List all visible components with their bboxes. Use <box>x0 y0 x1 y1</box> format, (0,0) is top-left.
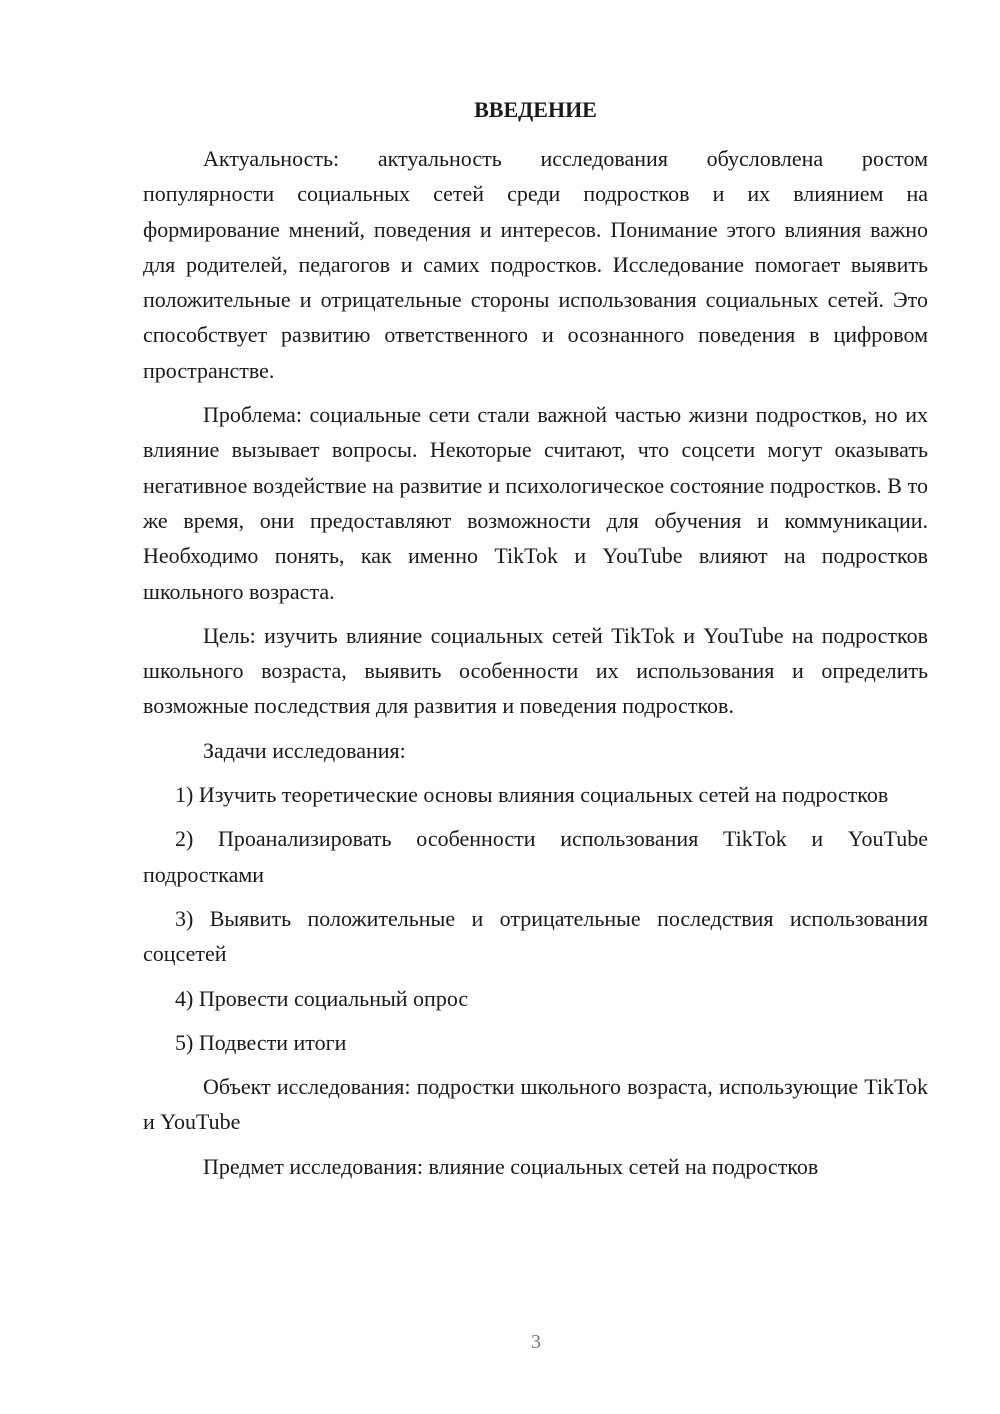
task-item-3: 3) Выявить положительные и отрицательные последствия использования соцсетей <box>143 905 928 967</box>
task-item-5: 5) Подвести итоги <box>175 1029 347 1055</box>
paragraph-object: Объект исследования: подростки школьного возраста, использующие TikTok и YouTube <box>143 1074 928 1135</box>
paragraph-goal: Цель: изучить влияние социальных сетей TikTok и YouTube на подростков школьного возраста, выявить особенности их использования и определить возможные последствия для развития и поведения подростков. <box>143 622 928 719</box>
paragraph-problem: Проблема: социальные сети стали важной частью жизни подростков, но их влияние вызывает вопросы. Некоторые считают, что соцсети могут оказывать негативное воздействие на развитие и психологическое состояние подростков. В то же время, они предоставляют возможности для обучения и коммуникации. Необходимо понять, как именно TikTok и YouTube влияют на подростков школьного возраста. <box>143 402 928 604</box>
paragraph-subject: Предмет исследования: влияние социальных сетей на подростков <box>203 1153 819 1179</box>
page-number: 3 <box>531 1331 541 1353</box>
task-item-4: 4) Провести социальный опрос <box>175 985 469 1011</box>
task-item-2: 2) Проанализировать особенности использования TikTok и YouTube подростками <box>143 826 928 887</box>
paragraph-relevance: Актуальность: актуальность исследования обусловлена ростом популярности социальных сетей среди подростков и их влиянием на формирование мнений, поведения и интересов. Понимание этого влияния важно для родителей, педагогов и самих подростков. Исследование помогает выявить положительные и отрицательные стороны использования социальных сетей. Это способствует развитию ответственного и осознанного поведения в цифровом пространстве. <box>143 146 928 383</box>
document-page <box>143 92 928 1193</box>
task-item-1: 1) Изучить теоретические основы влияния социальных сетей на подростков <box>175 782 889 808</box>
tasks-heading: Задачи исследования: <box>203 737 406 763</box>
section-title: ВВЕДЕНИЕ <box>474 97 597 122</box>
